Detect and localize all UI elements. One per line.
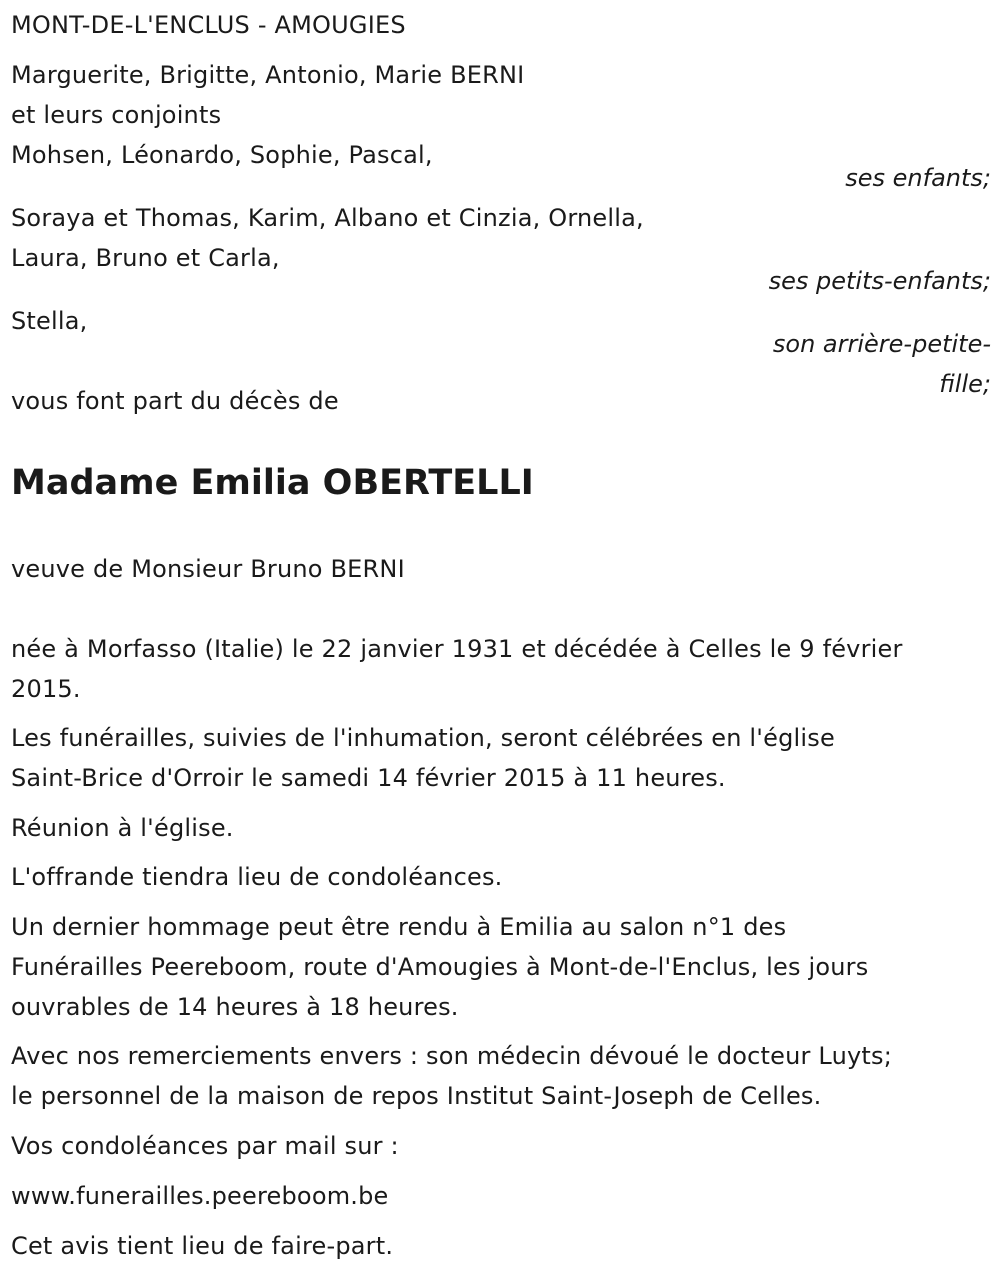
children-line-3: Mohsen, Léonardo, Sophie, Pascal, xyxy=(11,141,433,169)
grandchildren-line-1: Soraya et Thomas, Karim, Albano et Cinzia, Ornella, xyxy=(11,204,644,232)
meeting-line: Réunion à l'église. xyxy=(11,814,234,842)
great-grandchild-role-line-2: fille; xyxy=(939,370,991,398)
great-grandchild-line: Stella, xyxy=(11,307,88,335)
funeral-line-2: Saint-Brice d'Orroir le samedi 14 février 2015 à 11 heures. xyxy=(11,764,726,792)
announcement-line: vous font part du décès de xyxy=(11,387,339,415)
funeral-line-1: Les funérailles, suivies de l'inhumation, seront célébrées en l'église xyxy=(11,724,835,752)
children-role: ses enfants; xyxy=(845,164,991,192)
homage-line-3: ouvrables de 14 heures à 18 heures. xyxy=(11,993,459,1021)
location-header: MONT-DE-L'ENCLUS - AMOUGIES xyxy=(11,11,406,39)
birth-death-line-2: 2015. xyxy=(11,675,81,703)
website-link[interactable]: www.funerailles.peereboom.be xyxy=(11,1182,389,1210)
great-grandchild-role-line-1: son arrière-petite- xyxy=(772,330,991,358)
homage-line-2: Funérailles Peereboom, route d'Amougies à Mont-de-l'Enclus, les jours xyxy=(11,953,869,981)
condolences-intro: Vos condoléances par mail sur : xyxy=(11,1132,399,1160)
deceased-name: Madame Emilia OBERTELLI xyxy=(11,463,534,503)
homage-line-1: Un dernier hommage peut être rendu à Emilia au salon n°1 des xyxy=(11,913,787,941)
birth-death-line-1: née à Morfasso (Italie) le 22 janvier 1931 et décédée à Celles le 9 février xyxy=(11,635,903,663)
children-line-2: et leurs conjoints xyxy=(11,101,222,129)
grandchildren-line-2: Laura, Bruno et Carla, xyxy=(11,244,280,272)
thanks-line-2: le personnel de la maison de repos Institut Saint-Joseph de Celles. xyxy=(11,1082,822,1110)
thanks-line-1: Avec nos remerciements envers : son médecin dévoué le docteur Luyts; xyxy=(11,1042,892,1070)
grandchildren-role: ses petits-enfants; xyxy=(768,267,991,295)
offering-line: L'offrande tiendra lieu de condoléances. xyxy=(11,863,503,891)
children-line-1: Marguerite, Brigitte, Antonio, Marie BERNI xyxy=(11,61,525,89)
closing-line: Cet avis tient lieu de faire-part. xyxy=(11,1232,394,1260)
spouse-line: veuve de Monsieur Bruno BERNI xyxy=(11,555,405,583)
